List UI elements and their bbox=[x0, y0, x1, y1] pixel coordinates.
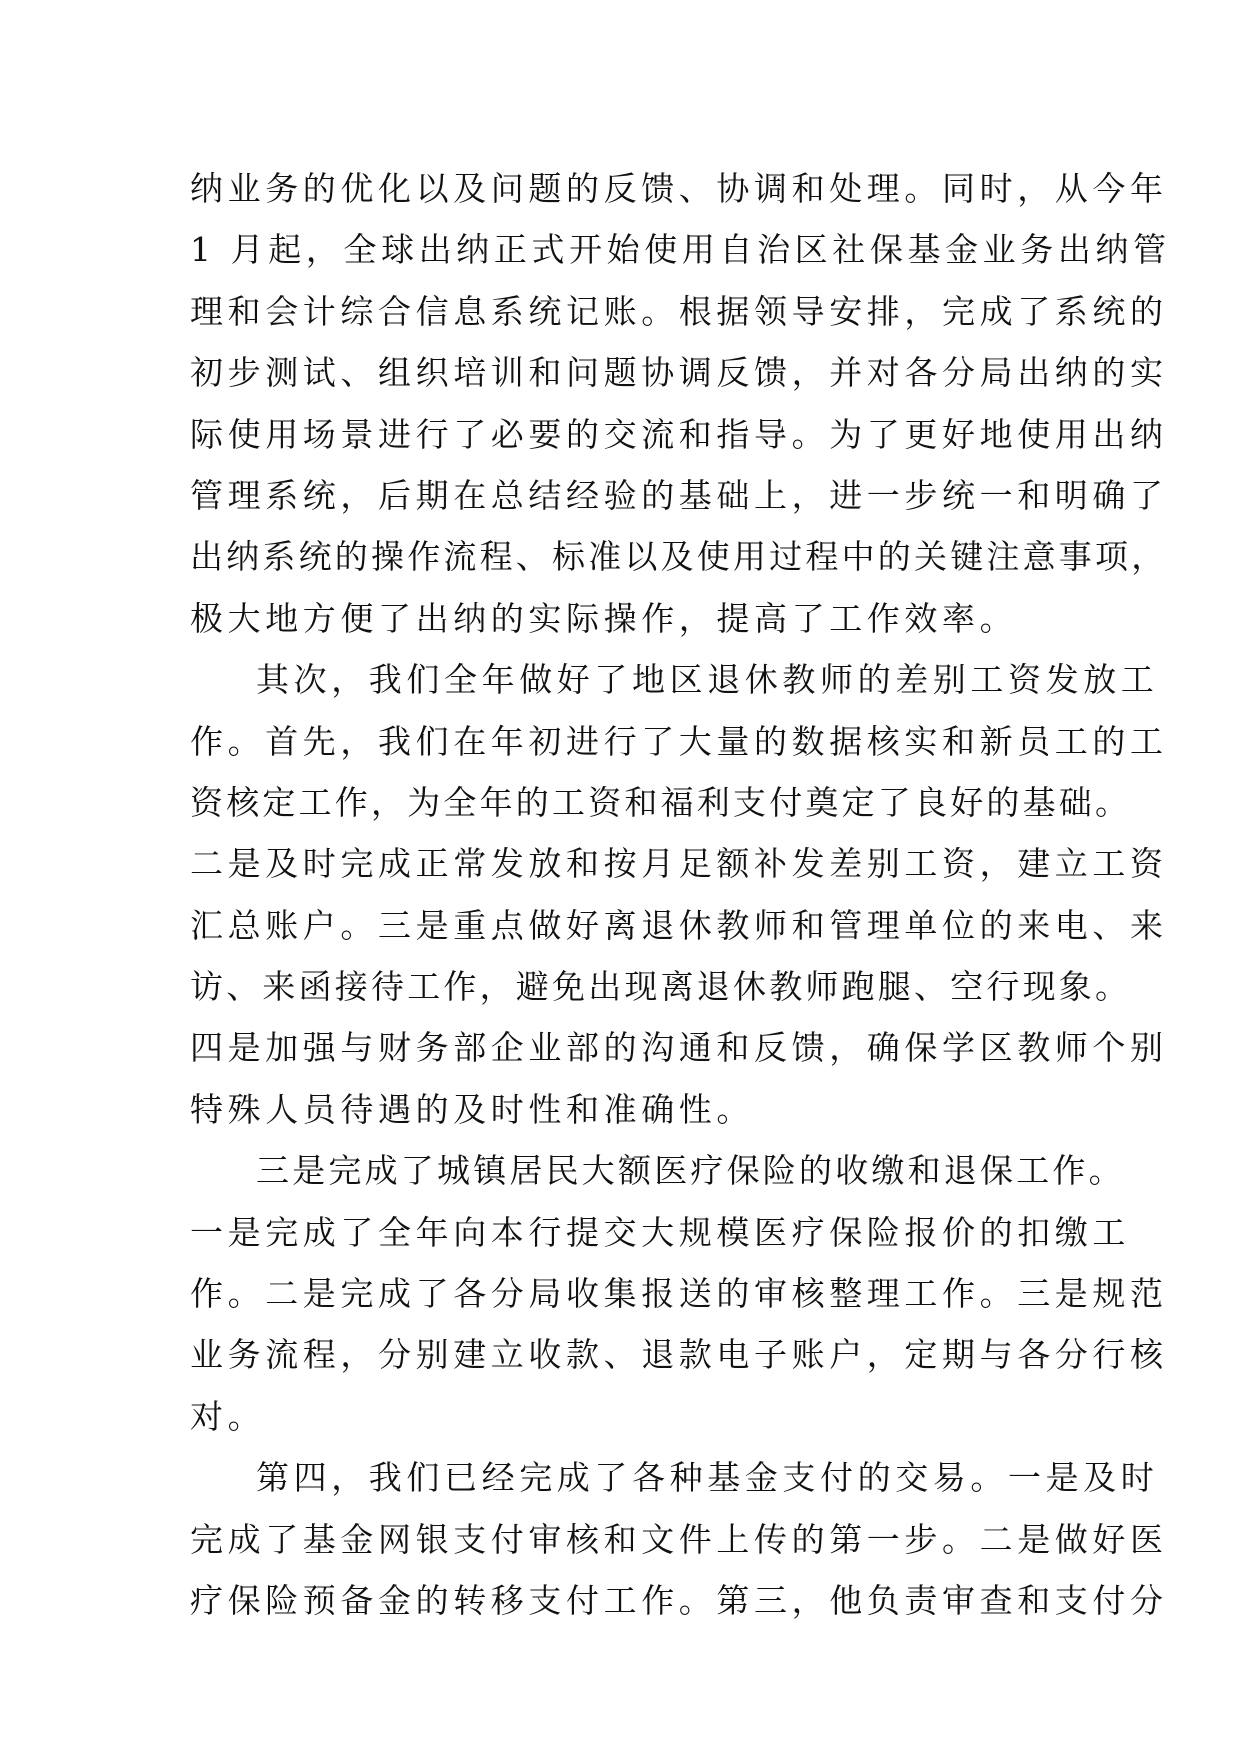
text-line: 对。 bbox=[190, 1396, 266, 1436]
text-line: 特殊人员待遇的及时性和准确性。 bbox=[190, 1089, 754, 1129]
paragraph-first-line: 其次，我们全年做好了地区退休教师的差别工资发放工 bbox=[256, 660, 1159, 700]
text-line: 业务流程，分别建立收款、退款电子账户，定期与各分行核 bbox=[190, 1335, 1168, 1375]
text-line: 纳业务的优化以及问题的反馈、协调和处理。同时，从今年 bbox=[190, 169, 1168, 208]
text-line: 四是加强与财务部企业部的沟通和反馈，确保学区教师个别 bbox=[190, 1028, 1168, 1068]
paragraph-first-line: 第四，我们已经完成了各种基金支付的交易。一是及时 bbox=[256, 1458, 1159, 1498]
text-line: 际使用场景进行了必要的交流和指导。为了更好地使用出纳 bbox=[190, 414, 1168, 454]
text-line: 资核定工作，为全年的工资和福利支付奠定了良好的基础。 bbox=[190, 782, 1132, 822]
text-line: 作。二是完成了各分局收集报送的审核整理工作。三是规范 bbox=[190, 1274, 1168, 1314]
text-line: 管理系统，后期在总结经验的基础上，进一步统一和明确了 bbox=[190, 475, 1168, 515]
text-line: 疗保险预备金的转移支付工作。第三，他负责审查和支付分 bbox=[190, 1580, 1168, 1620]
text-line: 初步测试、组织培训和问题协调反馈，并对各分局出纳的实 bbox=[190, 353, 1168, 393]
text-line: 完成了基金网银支付审核和文件上传的第一步。二是做好医 bbox=[190, 1519, 1168, 1559]
text-line: 一是完成了全年向本行提交大规模医疗保险报价的扣缴工 bbox=[190, 1212, 1130, 1252]
text-line: 访、来函接待工作，避免出现离退休教师跑腿、空行现象。 bbox=[190, 967, 1132, 1007]
text-line: 极大地方便了出纳的实际操作，提高了工作效率。 bbox=[190, 598, 1018, 638]
text-line: 理和会计综合信息系统记账。根据领导安排，完成了系统的 bbox=[190, 291, 1168, 331]
text-line: 作。首先，我们在年初进行了大量的数据核实和新员工的工 bbox=[190, 721, 1168, 761]
text-line: 汇总账户。三是重点做好离退休教师和管理单位的来电、来 bbox=[190, 905, 1168, 945]
text-line: 二是及时完成正常发放和按月足额补发差别工资，建立工资 bbox=[190, 844, 1168, 884]
text-line: 出纳系统的操作流程、标准以及使用过程中的关键注意事项， bbox=[190, 537, 1168, 577]
document-body bbox=[190, 158, 1171, 1631]
text-line: 1 月起，全球出纳正式开始使用自治区社保基金业务出纳管 bbox=[190, 230, 1171, 270]
paragraph-first-line: 三是完成了城镇居民大额医疗保险的收缴和退保工作。 bbox=[256, 1151, 1125, 1191]
